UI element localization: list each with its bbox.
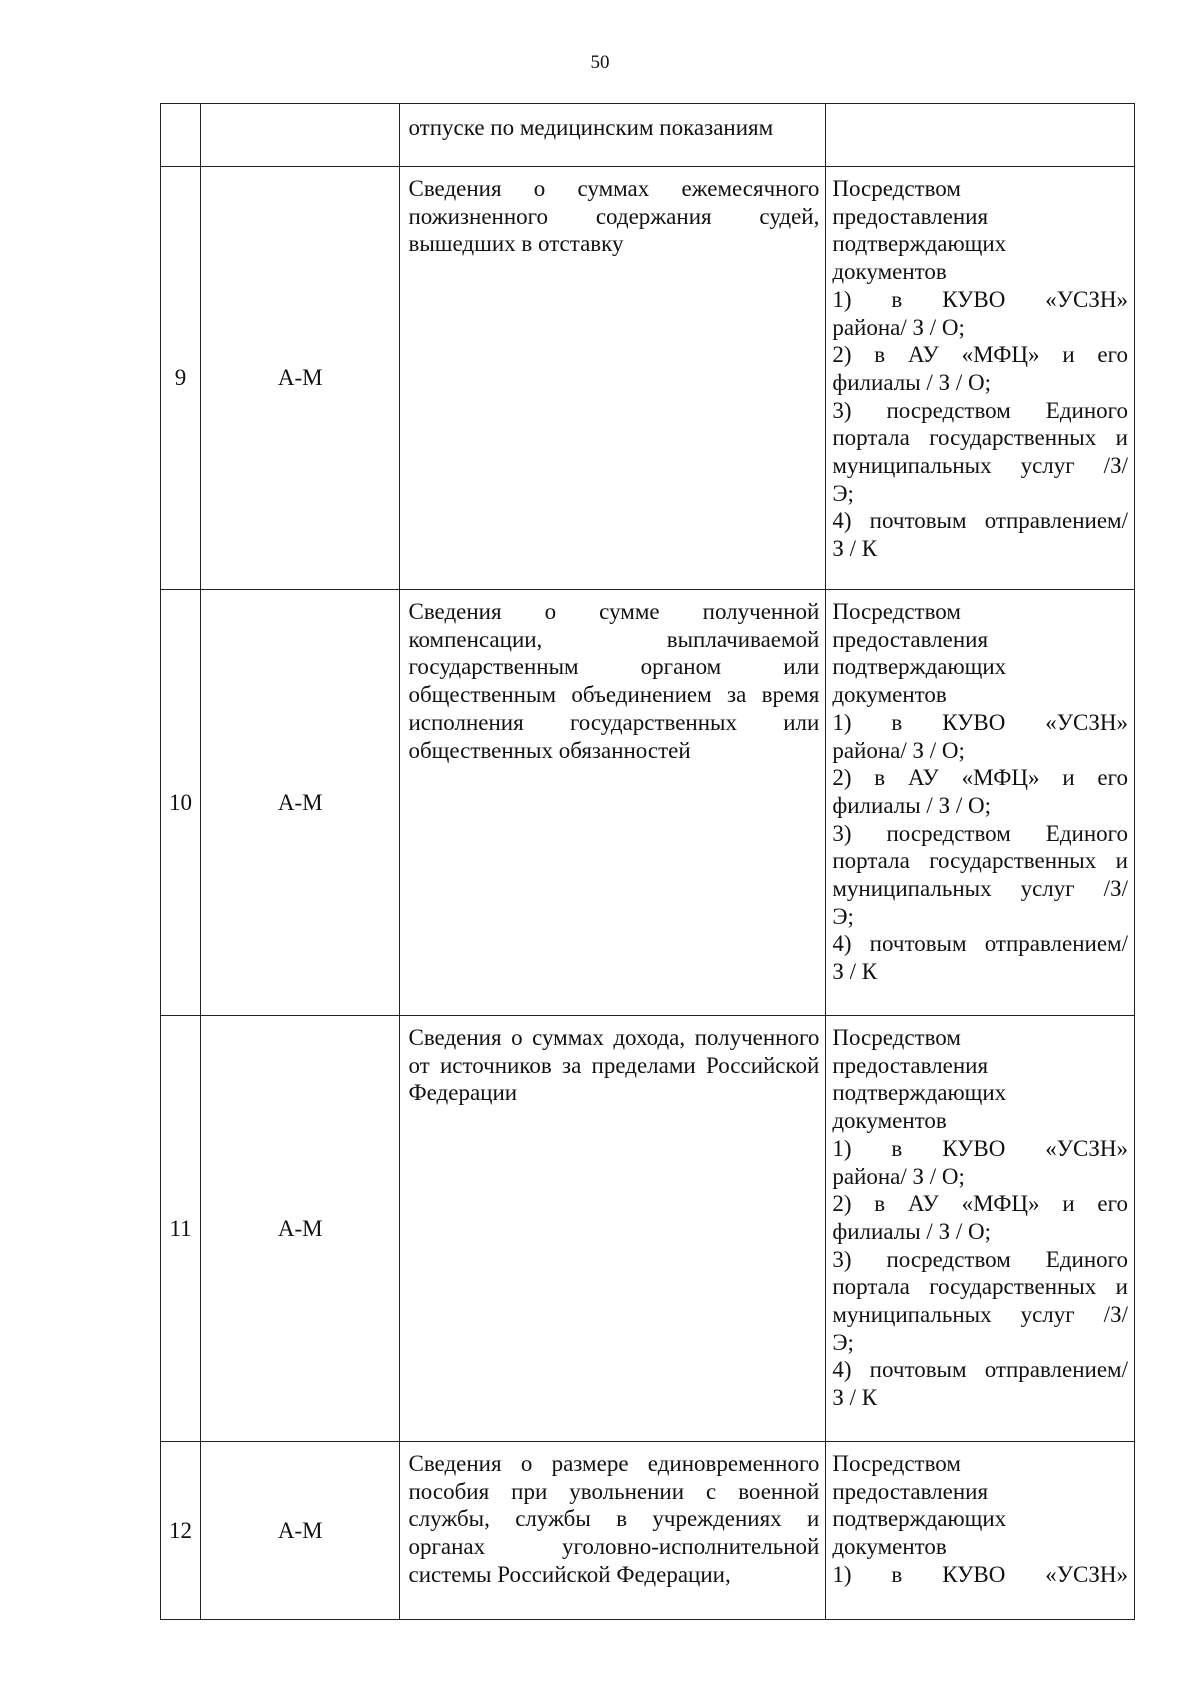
method-line: подтверждающих [832,231,1007,257]
method-line: 4) почтовым отправлением/ [832,931,1128,957]
method-line: филиалы / З / О; [832,369,991,395]
method-line: портала государственных и [832,1274,1128,1300]
method-line: документов [832,1534,947,1560]
method-line: предоставления [832,626,989,652]
method-line: 4) почтовым отправлением/ [832,1357,1128,1383]
method-line: района/ З / О; [832,1163,965,1189]
cell-number: 11 [161,1016,201,1442]
method-line: муниципальных услуг /З/ [832,1302,1128,1328]
method-line: 2) в АУ «МФЦ» и его [832,1191,1128,1217]
method-line: подтверждающих [832,1080,1007,1106]
cell-method [826,167,1135,590]
method-line: 4) почтовым отправлением/ [832,508,1128,534]
method-line: подтверждающих [832,654,1007,680]
cell-method [826,1442,1135,1620]
method-line: Посредством [832,1025,961,1050]
cell-code: А-М [201,167,400,590]
cell-code: А-М [201,1016,400,1442]
method-line: 3) посредством Единого [832,820,1128,846]
cell-description: Сведения о суммах дохода, полученного от источников за пределами Российской Федерации [400,1016,826,1442]
table-row [161,590,1135,1016]
cell-method [826,1016,1135,1442]
page-number: 50 [590,52,610,73]
method-line: документов [832,682,947,708]
method-line: 1) в КУВО «УСЗН» [832,1561,1128,1587]
method-line: филиалы / З / О; [832,1218,991,1244]
method-line: 2) в АУ «МФЦ» и его [832,765,1128,791]
cell-number: 9 [161,167,201,590]
method-line: района/ З / О; [832,737,965,763]
method-line: Э; [832,903,854,929]
method-line: документов [832,259,947,285]
cell-code: А-М [201,1442,400,1620]
method-line: предоставления [832,1478,989,1504]
cell-description: Сведения о сумме полученной компенсации, выплачиваемой государственным органом или общественным объединением за время исполнения государственных или общественных обязанностей [400,590,826,1016]
document-table [160,103,1135,1620]
method-line: филиалы / З / О; [832,792,991,818]
method-line: района/ З / О; [832,314,965,340]
method-line: 2) в АУ «МФЦ» и его [832,342,1128,368]
cell-method [826,590,1135,1016]
method-line: муниципальных услуг /З/ [832,453,1128,479]
method-line: 3) посредством Единого [832,397,1128,423]
method-line: Посредством [832,1451,961,1476]
cell-number: 10 [161,590,201,1016]
method-line: портала государственных и [832,425,1128,451]
table-row [161,1016,1135,1442]
method-line: 1) в КУВО «УСЗН» [832,286,1128,312]
method-line: Э; [832,480,854,506]
method-line: предоставления [832,203,989,229]
table-row [161,167,1135,590]
method-line: подтверждающих [832,1506,1007,1532]
cell-description: Сведения о размере единовременного пособия при увольнении с военной службы, службы в учреждениях и органах уголовно-исполнительной системы Российской Федерации, [400,1442,826,1620]
table-row [161,1442,1135,1620]
cell-number [161,104,201,167]
table-row-continuation [161,104,1135,167]
method-line: 1) в КУВО «УСЗН» [832,1135,1128,1161]
method-line: Посредством [832,599,961,624]
method-line: портала государственных и [832,848,1128,874]
method-line: З / К [832,536,878,562]
method-line: Э; [832,1329,854,1355]
cell-method [826,104,1135,167]
method-line: муниципальных услуг /З/ [832,876,1128,902]
method-line: документов [832,1108,947,1134]
cell-code [201,104,400,167]
method-line: 1) в КУВО «УСЗН» [832,709,1128,735]
method-line: Посредством [832,176,961,201]
method-line: предоставления [832,1052,989,1078]
cell-number: 12 [161,1442,201,1620]
cell-description: Сведения о суммах ежемесячного пожизненного содержания судей, вышедших в отставку [400,167,826,590]
method-line: З / К [832,1385,878,1411]
method-line: З / К [832,959,878,985]
method-line: 3) посредством Единого [832,1246,1128,1272]
cell-code: А-М [201,590,400,1016]
cell-description: отпуске по медицинским показаниям [400,104,826,167]
